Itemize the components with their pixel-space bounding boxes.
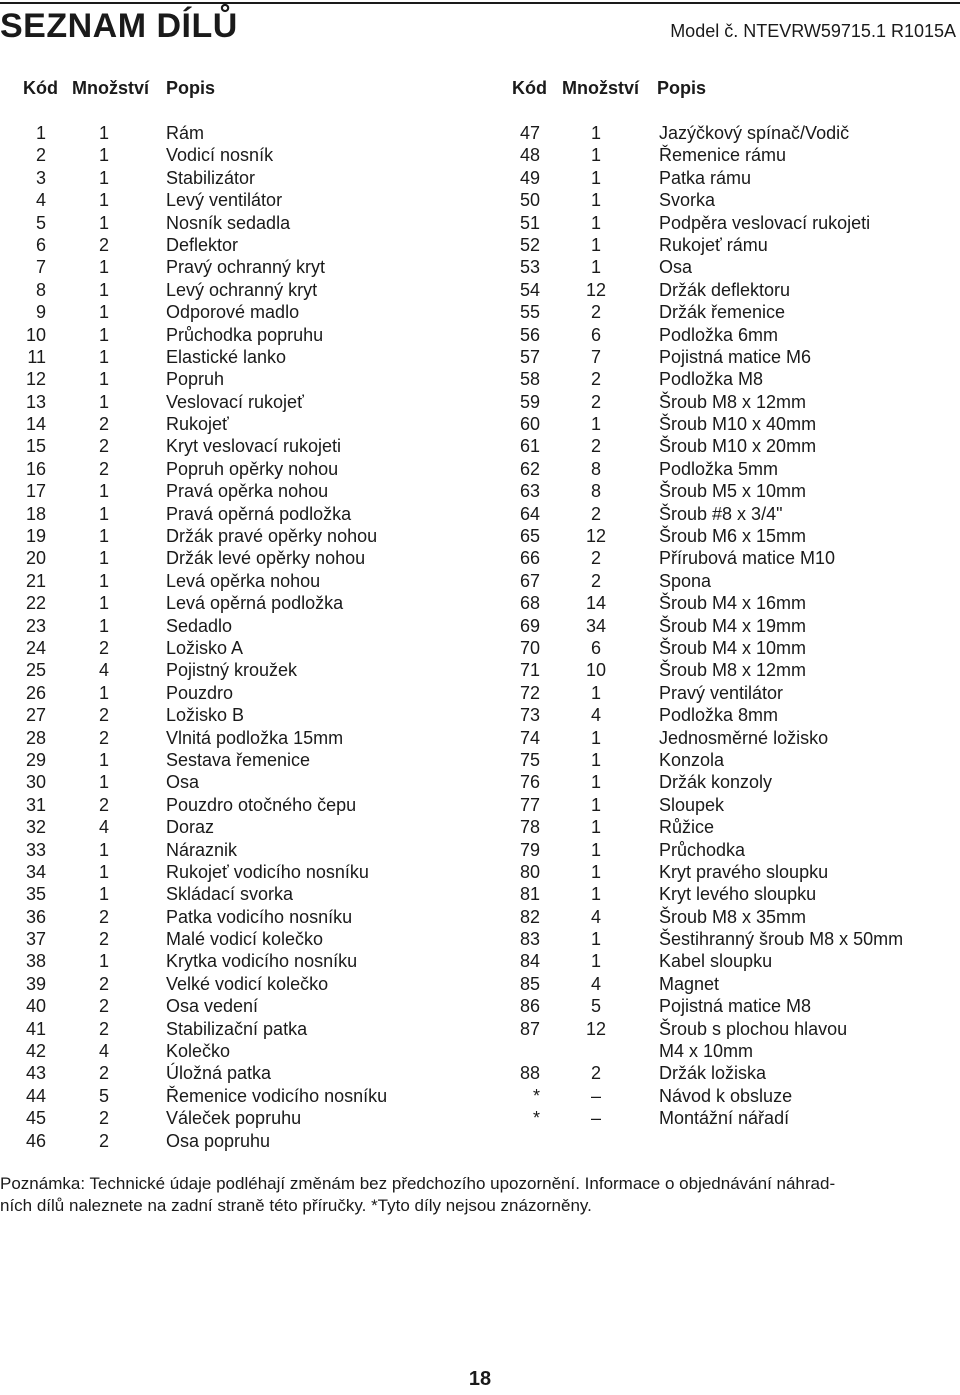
part-description: Úložná patka (166, 1063, 272, 1084)
page-title: SEZNAM DÍLŮ (0, 7, 238, 45)
part-code: 1 (35, 123, 46, 143)
part-quantity: 2 (98, 727, 109, 748)
part-description: Pravá opěrka nohou (166, 481, 329, 502)
part-description: Podpěra veslovací rukojeti (659, 212, 871, 233)
part-quantity: 1 (590, 682, 601, 703)
part-description: Patka rámu (659, 167, 752, 188)
part-description: Levý ventilátor (166, 190, 283, 211)
part-quantity: 1 (98, 302, 109, 323)
part-code: 34 (25, 861, 46, 882)
part-code: 77 (519, 794, 540, 815)
part-description: Držák řemenice (659, 302, 786, 323)
part-description: Jazýčkový spínač/Vodič (659, 123, 850, 143)
part-description: Svorka (659, 190, 716, 211)
part-code: 39 (25, 973, 46, 994)
part-quantity: – (590, 1085, 601, 1106)
part-quantity: 1 (590, 817, 601, 838)
part-quantity: 4 (98, 817, 109, 838)
part-quantity: 1 (590, 257, 601, 278)
part-code: 27 (25, 705, 46, 726)
part-quantity: 6 (590, 324, 601, 345)
part-description: Šroub M4 x 16mm (659, 593, 807, 614)
part-description: Pouzdro otočného čepu (166, 794, 357, 815)
part-description: Průchodka popruhu (166, 324, 324, 345)
part-quantity: 2 (590, 436, 601, 457)
part-description: Sestava řemenice (166, 749, 311, 770)
part-description: Magnet (659, 973, 720, 994)
part-description: Pravá opěrná podložka (166, 503, 352, 524)
part-quantity: 4 (98, 1041, 109, 1062)
part-quantity: 1 (590, 951, 601, 972)
part-quantity: 1 (98, 839, 109, 860)
part-code: 3 (35, 167, 46, 188)
part-quantity: 7 (590, 346, 601, 367)
part-description: Malé vodicí kolečko (166, 929, 324, 950)
part-code: 48 (519, 145, 540, 166)
part-code: 16 (25, 458, 46, 479)
part-description: Šestihranný šroub M8 x 50mm (659, 929, 904, 950)
part-code: 49 (519, 167, 540, 188)
part-quantity: 1 (590, 167, 601, 188)
part-quantity: 1 (590, 772, 601, 793)
part-code: 78 (519, 817, 540, 838)
part-code: 29 (25, 749, 46, 770)
part-quantity: 1 (98, 861, 109, 882)
part-description: Pravý ventilátor (659, 682, 784, 703)
part-code: 62 (519, 458, 540, 479)
left-header-quantity: Množství (72, 78, 150, 98)
part-description: Levý ochranný kryt (166, 279, 318, 300)
part-description: Rukojeť vodicího nosníku (166, 861, 369, 882)
part-code: 30 (25, 772, 46, 793)
part-code: 9 (35, 302, 46, 323)
part-description: Šroub M5 x 10mm (659, 481, 807, 502)
part-quantity: 34 (585, 615, 607, 636)
part-quantity: 1 (98, 615, 109, 636)
part-quantity: 2 (98, 996, 109, 1017)
footnote-line-1: Poznámka: Technické údaje podléhají změnám bez předchozího upozornění. Informace o objednávání náhrad- (0, 1174, 836, 1193)
part-quantity: 5 (98, 1085, 109, 1106)
top-rule (0, 2, 960, 4)
part-quantity: 12 (585, 1018, 607, 1039)
part-code: 73 (519, 705, 540, 726)
part-description: Šroub M8 x 12mm (659, 660, 807, 681)
right-header-description: Popis (657, 78, 707, 98)
part-code: 41 (25, 1018, 46, 1039)
part-description: Spona (659, 570, 712, 591)
part-code: 88 (519, 1063, 540, 1084)
part-code: 79 (519, 839, 540, 860)
part-code: 71 (519, 660, 540, 681)
part-quantity: 1 (98, 190, 109, 211)
part-quantity: 2 (590, 391, 601, 412)
part-description: Rukojeť rámu (659, 234, 768, 255)
part-description: Šroub M8 x 12mm (659, 391, 807, 412)
left-header-description: Popis (166, 78, 216, 98)
part-quantity: 1 (98, 570, 109, 591)
part-description: Stabilizační patka (166, 1018, 308, 1039)
page-number: 18 (468, 1368, 492, 1390)
part-description: Kabel sloupku (659, 951, 773, 972)
part-code: 63 (519, 481, 540, 502)
part-description: M4 x 10mm (659, 1041, 754, 1062)
part-description: Přírubová matice M10 (659, 548, 836, 569)
part-description: Šroub M6 x 15mm (659, 526, 807, 547)
part-description: Levá opěrná podložka (166, 593, 344, 614)
part-code: 85 (519, 973, 540, 994)
part-quantity: 1 (98, 369, 109, 390)
part-description: Kryt pravého sloupku (659, 861, 829, 882)
part-description: Doraz (166, 817, 215, 838)
part-quantity: 4 (590, 705, 601, 726)
part-code: 51 (519, 212, 540, 233)
part-code: 17 (25, 481, 46, 502)
part-quantity: 10 (585, 660, 607, 681)
part-quantity: 1 (590, 414, 601, 435)
part-quantity: 1 (98, 682, 109, 703)
part-quantity: 1 (98, 884, 109, 905)
part-quantity: 1 (98, 279, 109, 300)
part-quantity: 4 (590, 973, 601, 994)
part-description: Jednosměrné ložisko (659, 727, 829, 748)
part-description: Podložka 6mm (659, 324, 779, 345)
part-code: 36 (25, 906, 46, 927)
part-code: 43 (25, 1063, 46, 1084)
part-description: Ložisko A (166, 637, 244, 658)
part-description: Návod k obsluze (659, 1085, 793, 1106)
part-code: 50 (519, 190, 540, 211)
part-quantity: 1 (98, 951, 109, 972)
part-code: 87 (519, 1018, 540, 1039)
part-description: Vlnitá podložka 15mm (166, 727, 344, 748)
part-description: Řemenice rámu (659, 145, 787, 166)
right-header-code: Kód (512, 78, 547, 98)
part-quantity: 5 (590, 996, 601, 1017)
part-description: Váleček popruhu (166, 1108, 302, 1129)
part-quantity: 2 (98, 705, 109, 726)
part-quantity: 1 (590, 145, 601, 166)
part-quantity: 2 (590, 369, 601, 390)
part-code: 75 (519, 749, 540, 770)
part-description: Podložka 5mm (659, 458, 779, 479)
part-quantity: 1 (98, 772, 109, 793)
part-quantity: 1 (98, 391, 109, 412)
part-description: Náraznik (166, 839, 238, 860)
part-quantity: 12 (585, 526, 607, 547)
part-code: 18 (25, 503, 46, 524)
part-description: Konzola (659, 749, 725, 770)
part-description: Držák ložiska (659, 1063, 767, 1084)
part-quantity: 1 (590, 749, 601, 770)
model-number: Model č. NTEVRW59715.1 R1015A (670, 21, 956, 41)
part-quantity: 4 (98, 660, 109, 681)
part-code: 25 (25, 660, 46, 681)
part-quantity: 1 (98, 481, 109, 502)
part-code: 12 (25, 369, 46, 390)
part-quantity: 2 (98, 436, 109, 457)
part-code: 42 (25, 1041, 46, 1062)
part-quantity: 1 (98, 324, 109, 345)
part-quantity: 2 (590, 302, 601, 323)
part-code: 58 (519, 369, 540, 390)
part-quantity: 1 (98, 526, 109, 547)
part-description: Sedadlo (166, 615, 233, 636)
part-code: 14 (25, 414, 46, 435)
part-description: Držák levé opěrky nohou (166, 548, 366, 569)
part-description: Krytka vodicího nosníku (166, 951, 358, 972)
part-code: 40 (25, 996, 46, 1017)
part-quantity: 2 (98, 1130, 109, 1151)
part-code: 67 (519, 570, 540, 591)
part-code: 74 (519, 727, 540, 748)
part-code: 5 (35, 212, 46, 233)
part-description: Šroub M10 x 40mm (659, 414, 817, 435)
part-quantity: 2 (98, 906, 109, 927)
part-quantity: 1 (98, 593, 109, 614)
part-quantity: 1 (590, 212, 601, 233)
part-code: 11 (27, 346, 46, 367)
part-quantity: 2 (98, 929, 109, 950)
part-code: 28 (25, 727, 46, 748)
part-description: Držák deflektoru (659, 279, 791, 300)
part-description: Šroub s plochou hlavou (659, 1018, 848, 1039)
part-code: * (532, 1085, 540, 1106)
part-code: 72 (519, 682, 540, 703)
part-description: Osa vedení (166, 996, 259, 1017)
part-description: Držák konzoly (659, 772, 773, 793)
part-code: 23 (25, 615, 46, 636)
part-description: Kryt levého sloupku (659, 884, 817, 905)
part-description: Řemenice vodicího nosníku (166, 1085, 388, 1106)
part-description: Osa (659, 257, 693, 278)
part-quantity: 1 (98, 212, 109, 233)
part-quantity: 1 (98, 257, 109, 278)
part-code: 59 (519, 391, 540, 412)
part-code: 69 (519, 615, 540, 636)
part-code: 83 (519, 929, 540, 950)
part-quantity: 1 (98, 749, 109, 770)
part-description: Velké vodicí kolečko (166, 973, 329, 994)
part-description: Vodicí nosník (166, 145, 274, 166)
part-code: 61 (519, 436, 540, 457)
part-quantity: 2 (98, 1018, 109, 1039)
part-description: Pouzdro (166, 682, 234, 703)
part-description: Kryt veslovací rukojeti (166, 436, 342, 457)
part-quantity: 1 (590, 234, 601, 255)
part-code: 68 (519, 593, 540, 614)
part-description: Ložisko B (166, 705, 245, 726)
part-code: 10 (25, 324, 46, 345)
part-quantity: 2 (98, 414, 109, 435)
part-code: 86 (519, 996, 540, 1017)
part-description: Šroub M4 x 10mm (659, 637, 807, 658)
part-code: 76 (519, 772, 540, 793)
part-quantity: 1 (590, 794, 601, 815)
part-code: 33 (25, 839, 46, 860)
part-description: Podložka 8mm (659, 705, 779, 726)
part-quantity: 1 (98, 548, 109, 569)
part-quantity: 1 (98, 145, 109, 166)
part-quantity: 2 (98, 458, 109, 479)
part-code: 24 (25, 637, 46, 658)
part-code: 81 (519, 884, 540, 905)
part-code: 82 (519, 906, 540, 927)
part-code: 84 (519, 951, 540, 972)
part-description: Elastické lanko (166, 346, 287, 367)
part-description: Sloupek (659, 794, 725, 815)
part-description: Patka vodicího nosníku (166, 906, 353, 927)
left-header-code: Kód (23, 78, 58, 98)
part-quantity: 1 (590, 123, 601, 143)
part-description: Veslovací rukojeť (166, 391, 304, 412)
part-description: Rám (166, 123, 205, 143)
part-description: Pojistná matice M6 (659, 346, 812, 367)
part-code: 6 (35, 234, 46, 255)
part-description: Rukojeť (166, 414, 229, 435)
part-code: 45 (25, 1108, 46, 1129)
part-code: 26 (25, 682, 46, 703)
part-description: Stabilizátor (166, 167, 256, 188)
part-quantity: 2 (98, 794, 109, 815)
part-code: 4 (35, 190, 46, 211)
part-description: Kolečko (166, 1041, 231, 1062)
part-quantity: 4 (590, 906, 601, 927)
part-code: 47 (519, 123, 540, 143)
part-description: Šroub M8 x 35mm (659, 906, 807, 927)
part-description: Odporové madlo (166, 302, 300, 323)
part-code: 46 (25, 1130, 46, 1151)
part-code: 64 (519, 503, 540, 524)
part-description: Deflektor (166, 234, 239, 255)
part-description: Podložka M8 (659, 369, 764, 390)
part-description: Šroub M4 x 19mm (659, 615, 807, 636)
part-code: 56 (519, 324, 540, 345)
part-quantity: 1 (98, 123, 109, 143)
part-code: 57 (519, 346, 540, 367)
footnote-line-2: ních dílů naleznete na zadní straně této příručky. *Tyto díly nejsou znázorněny. (0, 1196, 592, 1215)
part-description: Levá opěrka nohou (166, 570, 321, 591)
part-quantity: 1 (590, 727, 601, 748)
part-code: 38 (25, 951, 46, 972)
part-quantity: 6 (590, 637, 601, 658)
part-code: 8 (35, 279, 46, 300)
part-code: * (532, 1108, 540, 1129)
part-quantity: 1 (98, 503, 109, 524)
part-quantity: 2 (590, 570, 601, 591)
part-code: 31 (25, 794, 46, 815)
part-quantity: 1 (98, 346, 109, 367)
part-quantity: 1 (590, 884, 601, 905)
part-quantity: 1 (590, 839, 601, 860)
part-code: 21 (25, 570, 46, 591)
part-code: 54 (519, 279, 540, 300)
part-description: Osa popruhu (166, 1130, 271, 1151)
part-description: Průchodka (659, 839, 746, 860)
part-quantity: 8 (590, 481, 601, 502)
part-quantity: 2 (590, 548, 601, 569)
part-code: 44 (25, 1085, 46, 1106)
part-code: 22 (25, 593, 46, 614)
part-code: 60 (519, 414, 540, 435)
part-code: 19 (25, 526, 46, 547)
part-code: 15 (25, 436, 46, 457)
part-description: Pravý ochranný kryt (166, 257, 326, 278)
part-description: Pojistný kroužek (166, 660, 298, 681)
part-description: Montážní nářadí (659, 1108, 790, 1129)
part-quantity: 12 (585, 279, 607, 300)
part-quantity: 2 (98, 234, 109, 255)
footnote (0, 1173, 948, 1217)
part-code: 32 (25, 817, 46, 838)
right-header-quantity: Množství (562, 78, 640, 98)
part-description: Držák pravé opěrky nohou (166, 526, 378, 547)
part-code: 53 (519, 257, 540, 278)
part-description: Pojistná matice M8 (659, 996, 812, 1017)
part-description: Popruh opěrky nohou (166, 458, 339, 479)
part-code: 37 (25, 929, 46, 950)
part-code: 52 (519, 234, 540, 255)
part-code: 66 (519, 548, 540, 569)
part-quantity: 2 (98, 1063, 109, 1084)
part-quantity: 14 (585, 593, 607, 614)
part-quantity: 1 (98, 167, 109, 188)
part-code: 13 (25, 391, 46, 412)
part-quantity: 1 (590, 929, 601, 950)
part-quantity: 2 (590, 1063, 601, 1084)
part-code: 70 (519, 637, 540, 658)
part-quantity: – (590, 1108, 601, 1129)
part-code: 55 (519, 302, 540, 323)
part-code: 65 (519, 526, 540, 547)
part-quantity: 1 (590, 190, 601, 211)
part-code: 35 (25, 884, 46, 905)
part-description: Šroub M10 x 20mm (659, 436, 817, 457)
part-description: Růžice (659, 817, 715, 838)
part-description: Osa (166, 772, 200, 793)
part-code: 2 (35, 145, 46, 166)
part-quantity: 2 (98, 1108, 109, 1129)
part-quantity: 2 (98, 973, 109, 994)
part-code: 20 (25, 548, 46, 569)
part-quantity: 2 (98, 637, 109, 658)
part-quantity: 2 (590, 503, 601, 524)
part-description: Nosník sedadla (166, 212, 291, 233)
part-quantity: 8 (590, 458, 601, 479)
part-code: 7 (35, 257, 46, 278)
part-code: 80 (519, 861, 540, 882)
part-description: Šroub #8 x 3/4" (659, 503, 783, 524)
part-description: Skládací svorka (166, 884, 294, 905)
part-description: Popruh (166, 369, 225, 390)
part-quantity: 1 (590, 861, 601, 882)
